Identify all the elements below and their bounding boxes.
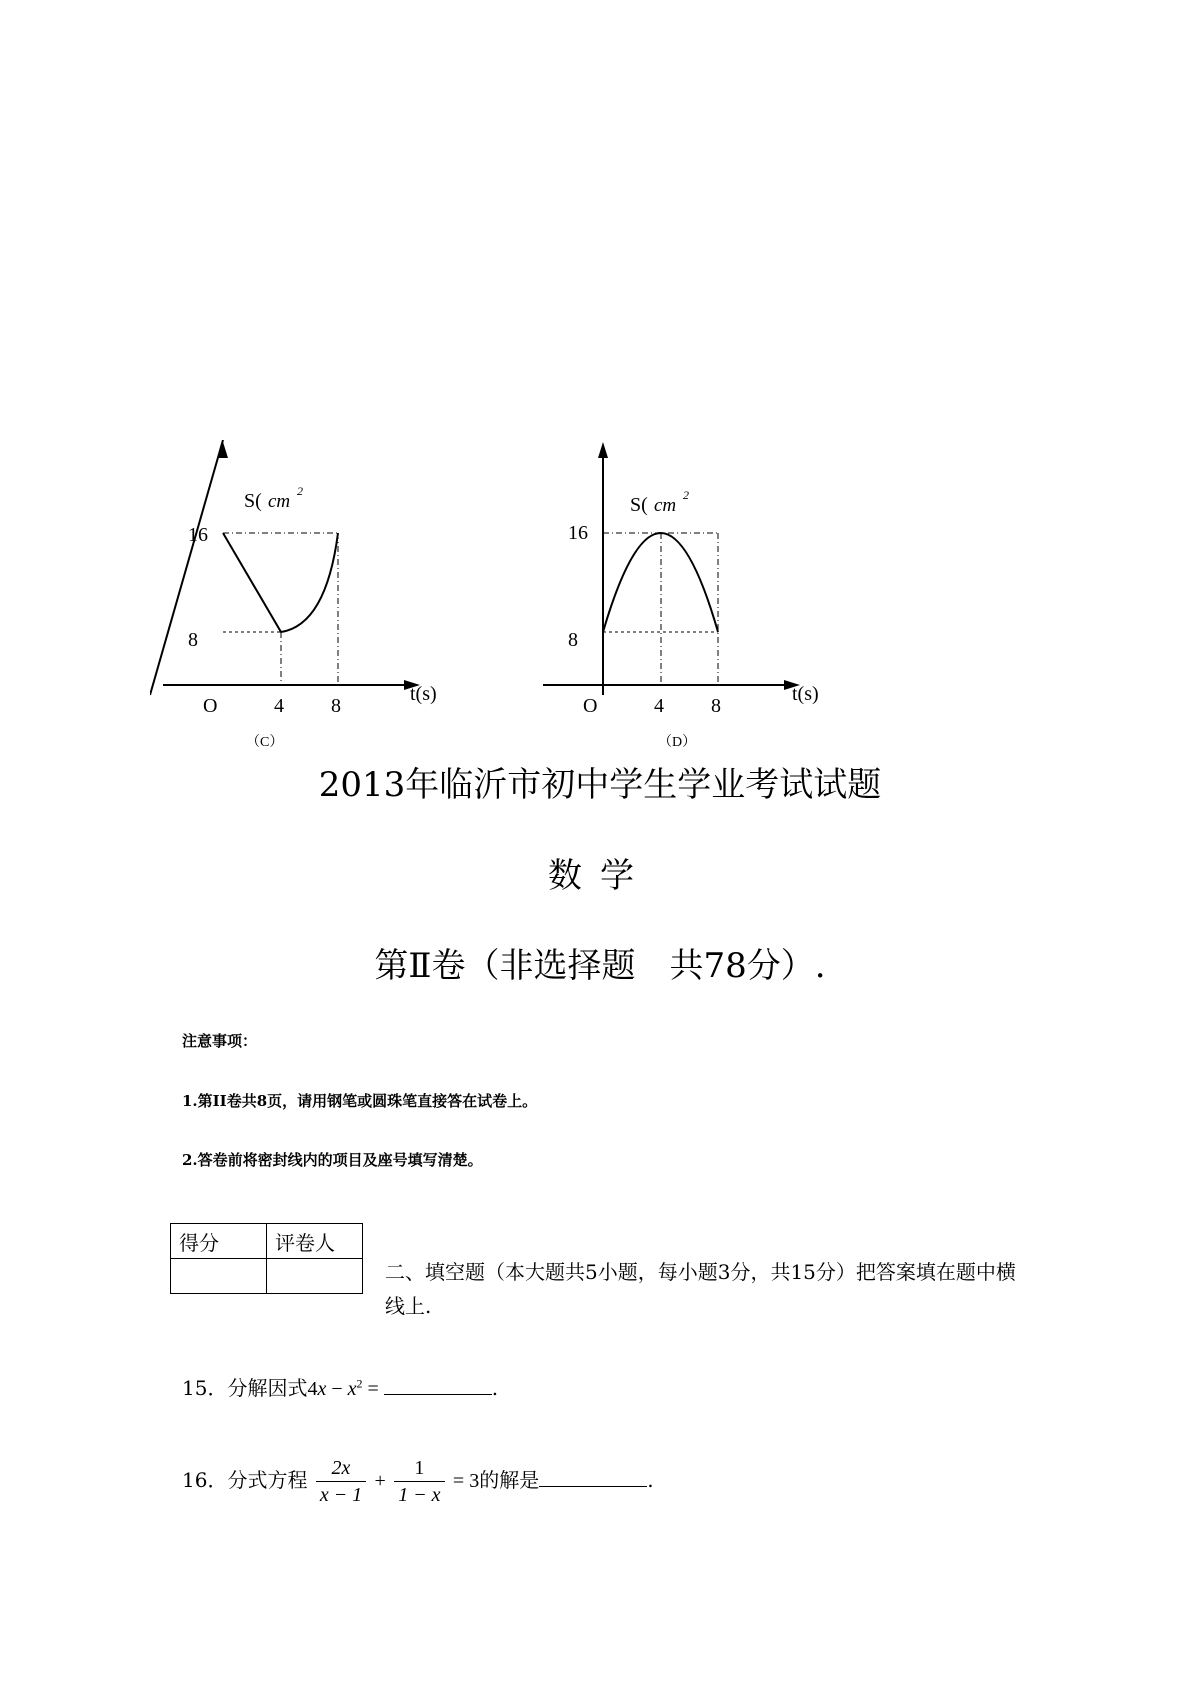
y-tick-8: 8 bbox=[568, 629, 578, 651]
y-axis-arrow bbox=[598, 442, 608, 458]
fraction-1 bbox=[316, 1455, 366, 1508]
question-end: . bbox=[491, 1376, 499, 1400]
plus-sign: + bbox=[374, 1470, 386, 1492]
x-tick-8: 8 bbox=[331, 695, 341, 717]
fraction-1-numerator: 2x bbox=[316, 1455, 366, 1482]
answer-blank[interactable] bbox=[384, 1372, 492, 1395]
question-tail: 的解是 bbox=[479, 1468, 540, 1492]
exam-title: 2013年临沂市初中学生学业考试试题 bbox=[318, 765, 882, 805]
y-tick-16: 16 bbox=[568, 522, 588, 544]
y-axis bbox=[150, 440, 223, 695]
y-axis-unit-exp: 2 bbox=[683, 488, 689, 502]
answer-blank[interactable] bbox=[539, 1464, 647, 1487]
y-axis-label: S( bbox=[630, 494, 648, 516]
grader-header: 评卷人 bbox=[267, 1224, 363, 1259]
y-tick-8: 8 bbox=[188, 629, 198, 651]
fraction-2-numerator: 1 bbox=[394, 1455, 444, 1482]
fraction-1-denominator: x − 1 bbox=[319, 1484, 363, 1506]
graph-c bbox=[150, 440, 470, 760]
x-tick-4: 4 bbox=[654, 695, 664, 717]
question-number: 15． bbox=[182, 1376, 228, 1400]
y-axis-unit: cm bbox=[654, 495, 677, 516]
notes-item-1: 1.第II卷共8页，请用钢笔或圆珠笔直接答在试卷上。 bbox=[182, 1092, 538, 1110]
subject-title: 数学 bbox=[548, 856, 652, 896]
origin-label: O bbox=[203, 695, 218, 717]
question-15 bbox=[182, 1372, 498, 1401]
x-tick-8: 8 bbox=[711, 695, 721, 717]
question-prompt: 分式方程 bbox=[227, 1468, 308, 1492]
graph-caption: （D） bbox=[658, 735, 697, 750]
curve-c bbox=[223, 533, 338, 632]
fraction-2-denominator: 1 − x bbox=[398, 1484, 441, 1506]
expression: $4x - x^2$ = bbox=[307, 1376, 384, 1400]
x-axis-label: t(s) bbox=[792, 683, 819, 705]
y-tick-16: 16 bbox=[188, 524, 208, 546]
origin-label: O bbox=[583, 695, 598, 717]
equals-three: = 3 bbox=[452, 1470, 480, 1492]
paper-title: 第Ⅱ卷（非选择题 共78分）. bbox=[374, 946, 826, 986]
fraction-2 bbox=[394, 1455, 444, 1508]
x-tick-4: 4 bbox=[274, 695, 284, 717]
graph-d bbox=[530, 440, 850, 760]
y-axis-unit-exp: 2 bbox=[297, 484, 303, 498]
graph-caption: （C） bbox=[246, 735, 284, 750]
question-prompt: 分解因式 bbox=[227, 1376, 308, 1400]
score-cell bbox=[171, 1259, 267, 1294]
notes-item-2: 2.答卷前将密封线内的项目及座号填写清楚。 bbox=[182, 1151, 483, 1169]
x-axis-label: t(s) bbox=[410, 683, 437, 705]
section-instruction: 二、填空题（本大题共5小题，每小题3分，共15分）把答案填在题中横线上. bbox=[385, 1260, 1016, 1318]
question-number: 16． bbox=[182, 1468, 228, 1492]
question-16 bbox=[182, 1455, 654, 1508]
grader-cell bbox=[267, 1259, 363, 1294]
y-axis-unit: cm bbox=[268, 491, 291, 512]
score-header: 得分 bbox=[171, 1224, 267, 1259]
score-table bbox=[170, 1223, 363, 1294]
y-axis-label: S( bbox=[244, 490, 262, 512]
question-end: . bbox=[647, 1468, 654, 1492]
notes-heading: 注意事项： bbox=[182, 1032, 258, 1050]
